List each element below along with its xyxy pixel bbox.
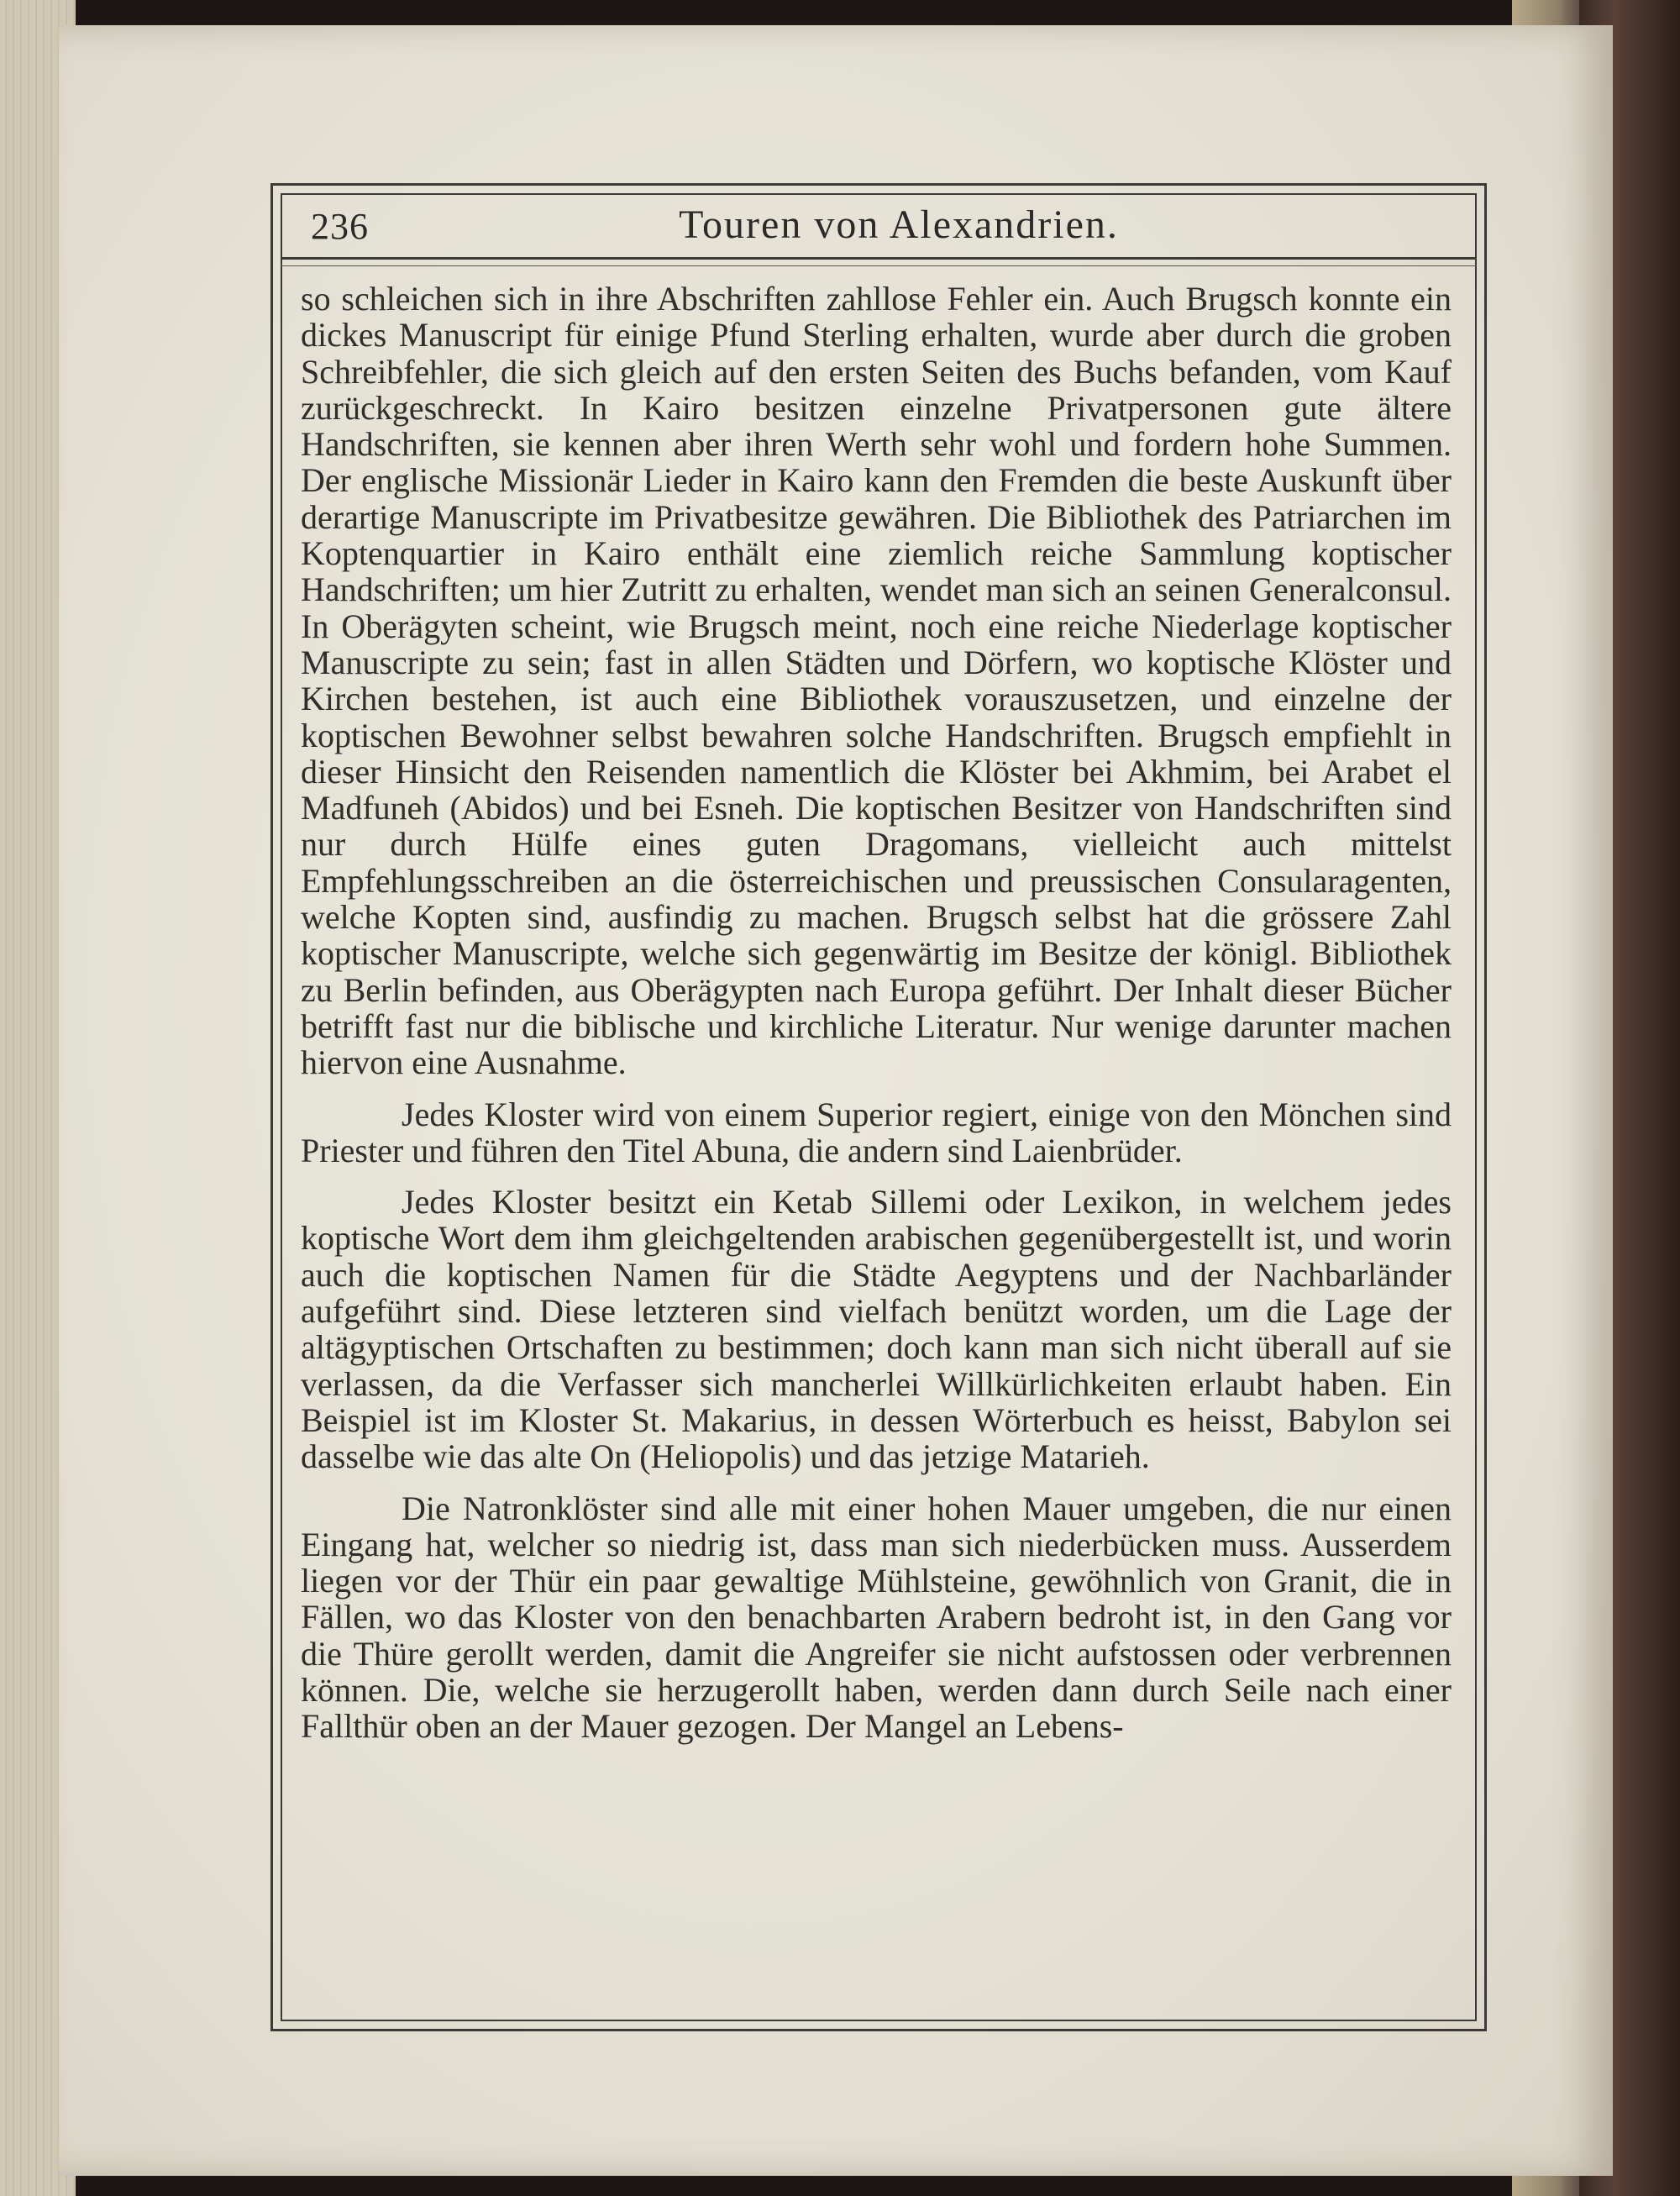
body-text: [301, 281, 1452, 1760]
paragraph: so schleichen sich in ihre Abschriften zahllose Fehler ein. Auch Brugsch konnte ein dickes Manuscript für einige Pfund Sterling erhalten, wurde aber durch die groben Schreibfehler, die sich gleich auf den ersten Seiten des Buchs befanden, vom Kauf zurückgeschreckt. In Kairo besitzen einzelne Privatpersonen gute ältere Handschriften, sie kennen aber ihren Werth sehr wohl und fordern hohe Summen. Der englische Missionär Lieder in Kairo kann den Fremden die beste Auskunft über derartige Manuscripte im Privatbesitze gewähren. Die Bibliothek des Patriarchen im Koptenquartier in Kairo enthält eine ziemlich reiche Sammlung koptischer Handschriften; um hier Zutritt zu erhalten, wendet man sich an seinen Generalconsul. In Oberägyten scheint, wie Brugsch meint, noch eine reiche Niederlage koptischer Manuscripte zu sein; fast in allen Städten und Dörfern, wo koptische Klöster und Kirchen bestehen, ist auch eine Bibliothek vorauszusetzen, und einzelne der koptischen Bewohner selbst bewahren solche Handschriften. Brugsch empfiehlt in dieser Hinsicht den Reisenden namentlich die Klöster bei Akhmim, bei Arabet el Madfuneh (Abidos) und bei Esneh. Die koptischen Besitzer von Handschriften sind nur durch Hülfe eines guten Dragomans, vielleicht auch mittelst Empfehlungsschreiben an die österreichischen und preussischen Consularagenten, welche Kopten sind, ausfindig zu machen. Brugsch selbst hat die grössere Zahl koptischer Manuscripte, welche sich gegenwärtig im Besitze der königl. Bibliothek zu Berlin befinden, aus Oberägypten nach Europa geführt. Der Inhalt dieser Bücher betrifft fast nur die biblische und kirchliche Literatur. Nur wenige darunter machen hiervon eine Ausnahme.: [301, 280, 1452, 1082]
paragraph: Die Natronklöster sind alle mit einer hohen Mauer umgeben, die nur einen Eingang hat, welcher so niedrig ist, dass man sich niederbücken muss. Ausserdem liegen vor der Thür ein paar gewaltige Mühlsteine, gewöhnlich von Granit, die in Fällen, wo das Kloster von den benachbarten Arabern bedroht ist, in den Gang vor die Thüre gerollt werden, damit die Angreifer sie nicht aufstossen oder verbrennen können. Die, welche sie herzugerollt haben, werden dann durch Seile nach einer Fallthür oben an der Mauer gezogen. Der Mangel an Lebens-: [301, 1489, 1452, 1746]
paragraph: Jedes Kloster besitzt ein Ketab Sillemi oder Lexikon, in welchem jedes koptische Wort dem ihm gleichgeltenden arabischen gegenübergestellt ist, und worin auch die koptischen Namen für die Städte Aegyptens und der Nachbarländer aufgeführt sind. Diese letzteren sind vielfach benützt worden, um die Lage der altägyptischen Ortschaften zu bestimmen; doch kann man sich nicht überall auf sie verlassen, da die Verfasser sich mancherlei Willkürlichkeiten erlaubt haben. Ein Beispiel ist im Kloster St. Makarius, in dessen Wörterbuch es heisst, Babylon sei dasselbe wie das alte On (Heliopolis) und das jetzige Matarieh.: [301, 1183, 1452, 1476]
paragraph: Jedes Kloster wird von einem Superior regiert, einige von den Mönchen sind Priester und führen den Titel Abuna, die andern sind Laienbrüder.: [301, 1095, 1452, 1169]
page-number: 236: [311, 206, 369, 247]
running-title: Touren von Alexandrien.: [679, 202, 1119, 247]
header-rule-thin: [281, 265, 1477, 266]
header-rule: [281, 257, 1477, 260]
